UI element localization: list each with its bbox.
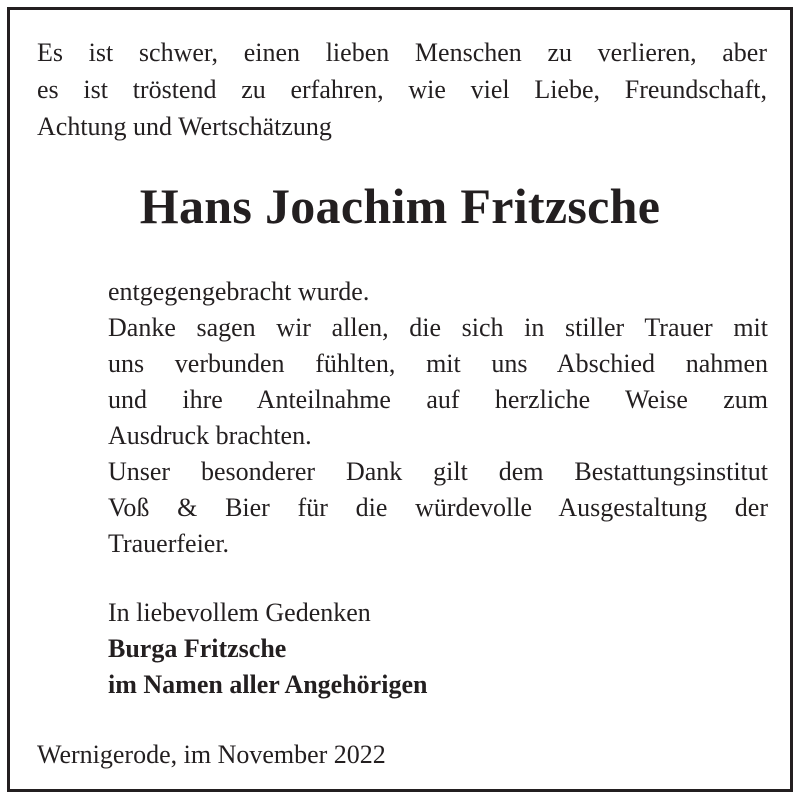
body-line: Unser besonderer Dank gilt dem Bestattungsinstitut bbox=[108, 457, 768, 486]
closing-block bbox=[108, 595, 768, 703]
body-line: und ihre Anteilnahme auf herzliche Weise zum bbox=[108, 385, 768, 414]
obituary-notice bbox=[7, 7, 793, 792]
signer-note: im Namen aller Angehörigen bbox=[108, 670, 428, 699]
intro-line: Es ist schwer, einen lieben Menschen zu verlieren, aber bbox=[37, 38, 767, 67]
closing-greeting: In liebevollem Gedenken bbox=[108, 598, 371, 627]
body-line: entgegengebracht wurde. bbox=[108, 277, 370, 306]
intro-line: Achtung und Wertschätzung bbox=[37, 112, 332, 141]
deceased-name: Hans Joachim Fritzsche bbox=[139, 178, 661, 234]
body-line: uns verbunden fühlten, mit uns Abschied nahmen bbox=[108, 349, 768, 378]
body-line: Voß & Bier für die würdevolle Ausgestaltung der bbox=[108, 493, 768, 522]
body-line: Danke sagen wir allen, die sich in stiller Trauer mit bbox=[108, 313, 768, 342]
thanks-paragraph bbox=[108, 274, 768, 562]
intro-paragraph bbox=[37, 34, 767, 145]
place-date: Wernigerode, im November 2022 bbox=[37, 740, 386, 769]
body-line: Trauerfeier. bbox=[108, 529, 230, 558]
intro-line: es ist tröstend zu erfahren, wie viel Liebe, Freundschaft, bbox=[37, 75, 767, 104]
signer-name: Burga Fritzsche bbox=[108, 634, 287, 663]
body-line: Ausdruck brachten. bbox=[108, 421, 312, 450]
